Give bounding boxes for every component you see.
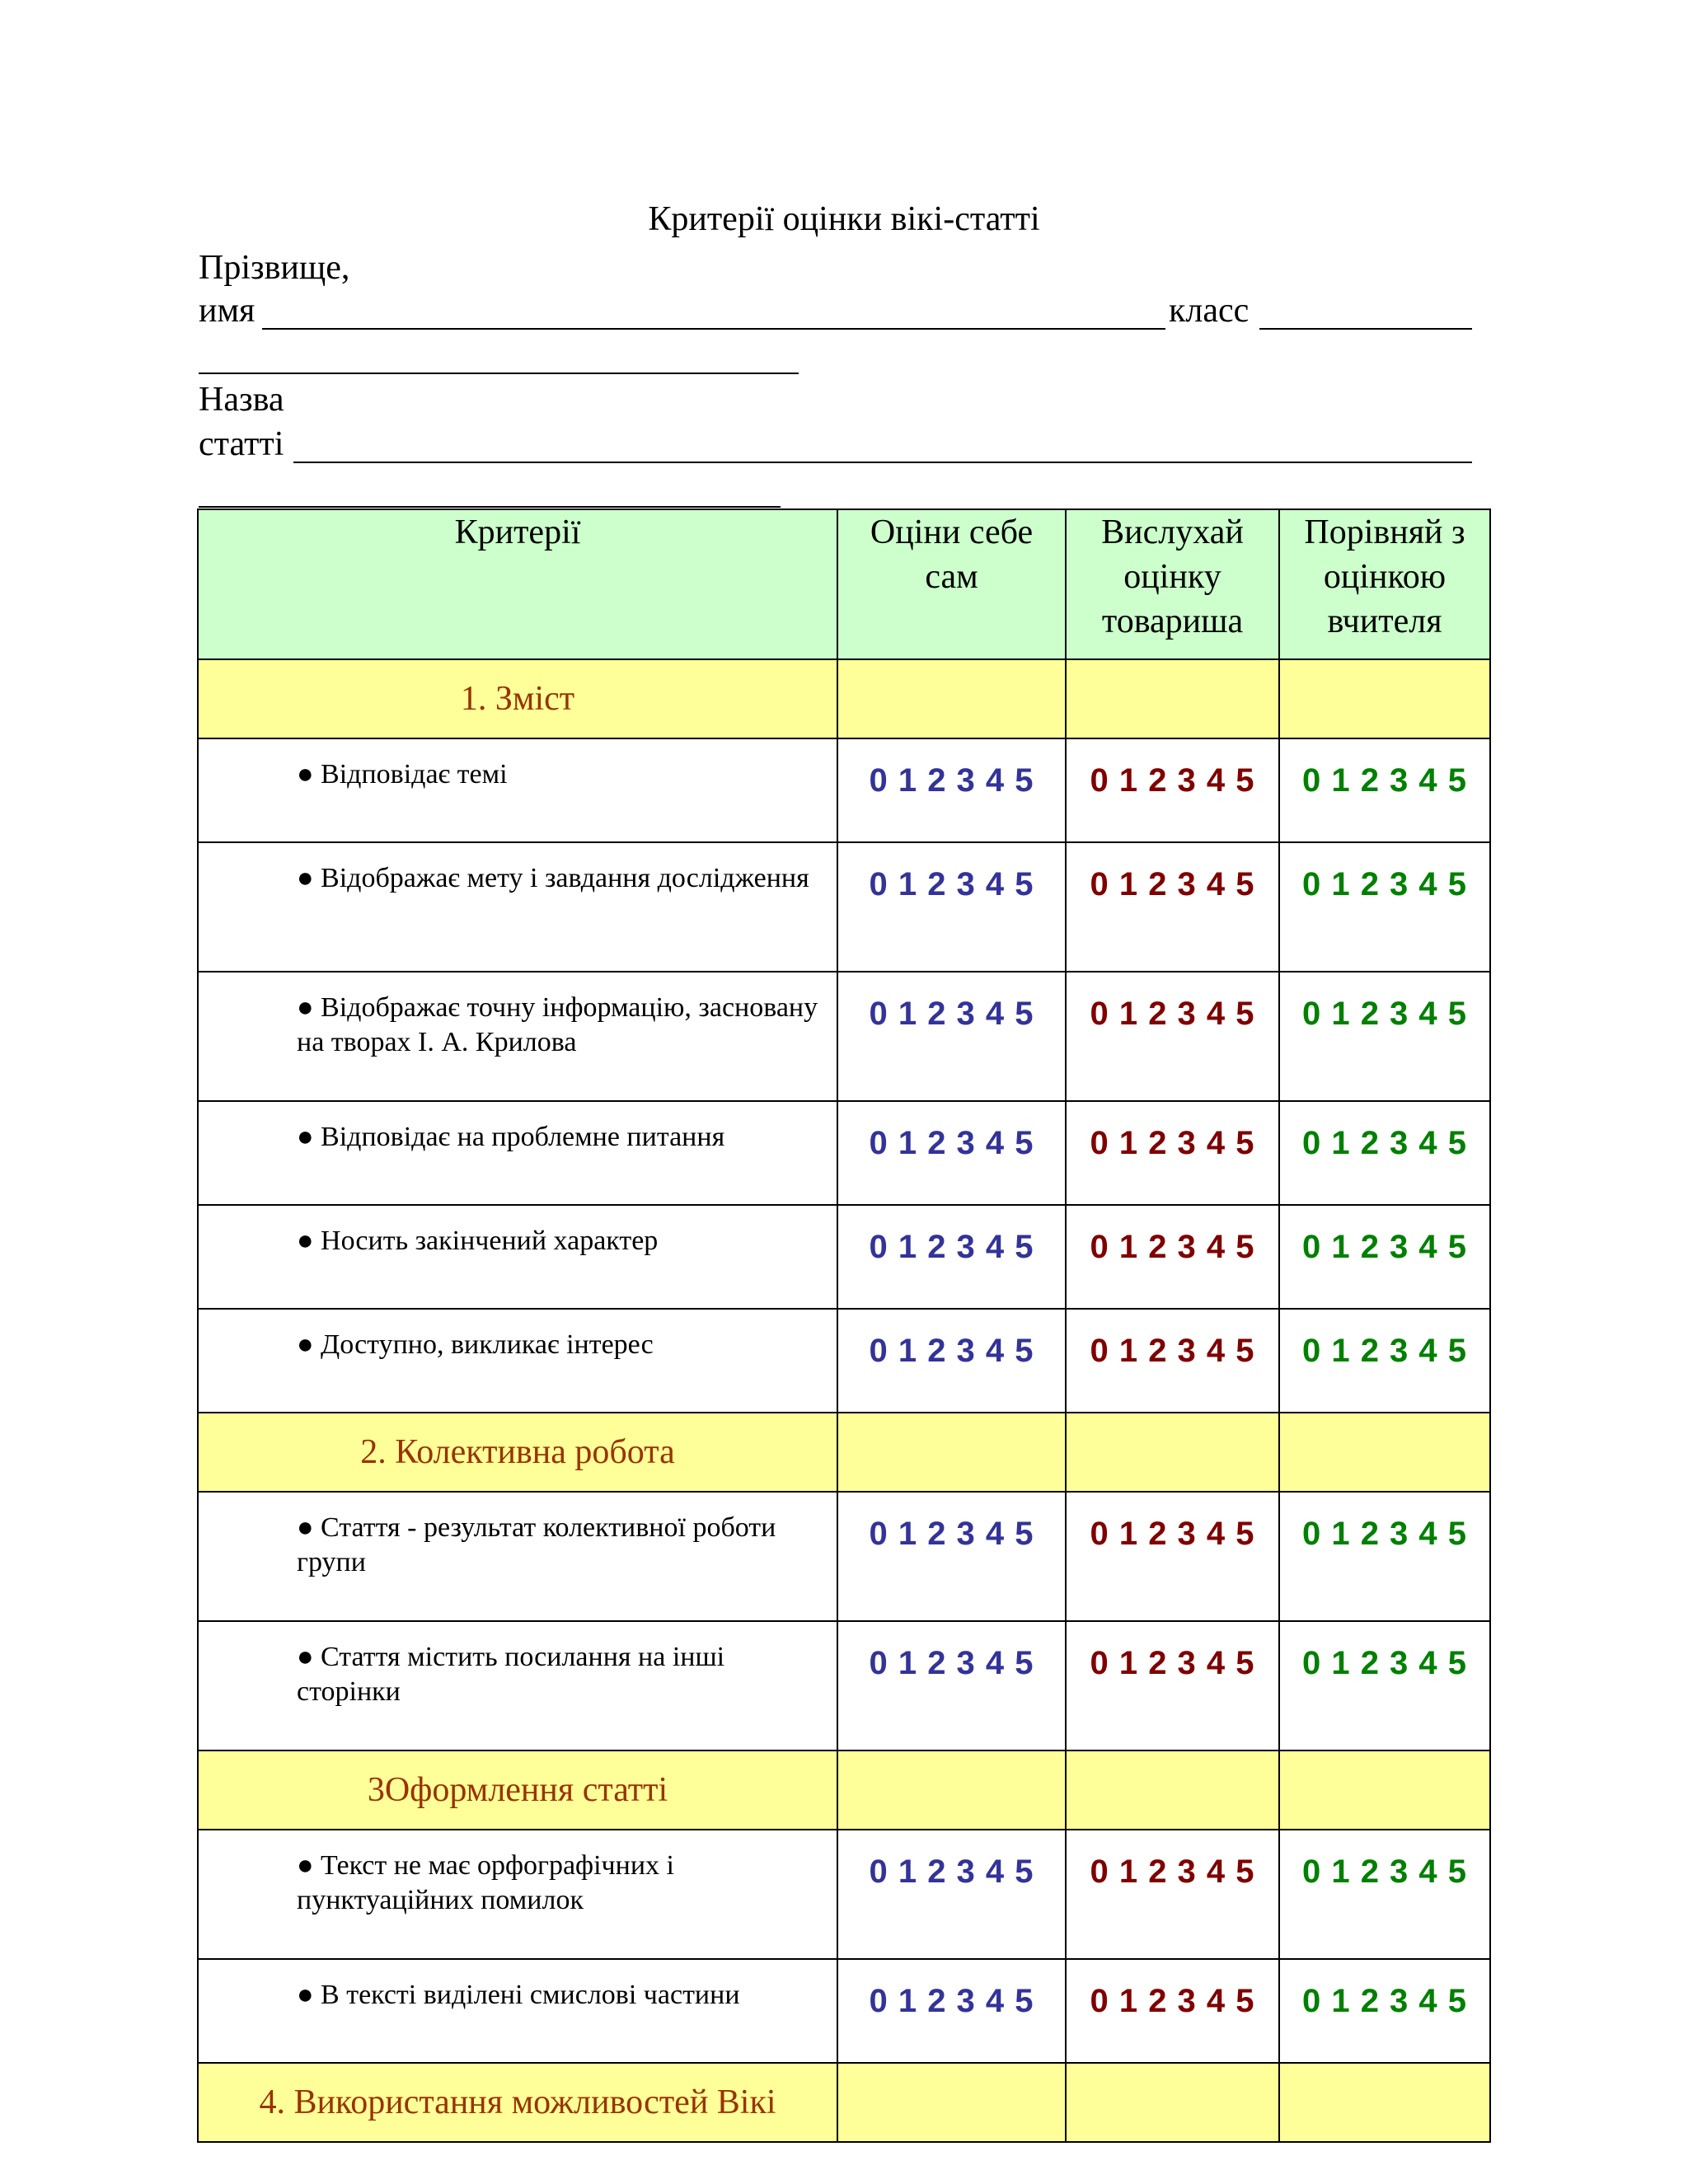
score-self[interactable]: 0 1 2 3 4 5 [837,1101,1066,1205]
section-title: 3Оформлення статті [198,1750,837,1830]
score-peer[interactable]: 0 1 2 3 4 5 [1066,972,1279,1101]
class-field[interactable] [1259,328,1472,330]
section-empty-peer [1066,2063,1279,2142]
class-label: класс [1169,292,1250,330]
name-label: имя [199,292,256,330]
score-teacher[interactable]: 0 1 2 3 4 5 [1279,972,1490,1101]
section-empty-teacher [1279,2063,1490,2142]
criterion-text: ● Доступно, викликає інтерес [198,1309,837,1413]
score-peer[interactable]: 0 1 2 3 4 5 [1066,1309,1279,1413]
section-empty-teacher [1279,1413,1490,1492]
criterion-text: ● Стаття - результат колективної роботи групи [198,1492,837,1621]
section-empty-self [837,2063,1066,2142]
header-peer: Вислухай оцінку товариша [1066,509,1279,659]
criterion-row [198,842,1490,972]
criterion-row [198,1205,1490,1309]
criterion-row [198,972,1490,1101]
score-self[interactable]: 0 1 2 3 4 5 [837,1959,1066,2063]
header-criteria: Критерії [198,509,837,659]
section-row [198,2063,1490,2142]
header-row [198,509,1490,659]
criterion-row [198,1621,1490,1750]
score-self[interactable]: 0 1 2 3 4 5 [837,972,1066,1101]
score-peer[interactable]: 0 1 2 3 4 5 [1066,1621,1279,1750]
section-row [198,1413,1490,1492]
score-teacher[interactable]: 0 1 2 3 4 5 [1279,1830,1490,1959]
header-self: Оціни себе сам [837,509,1066,659]
score-teacher[interactable]: 0 1 2 3 4 5 [1279,842,1490,972]
criteria-table [197,509,1491,2143]
score-peer[interactable]: 0 1 2 3 4 5 [1066,1101,1279,1205]
section-empty-peer [1066,1413,1279,1492]
criterion-text: ● Відповідає на проблемне питання [198,1101,837,1205]
score-peer[interactable]: 0 1 2 3 4 5 [1066,738,1279,842]
criterion-text: ● Стаття містить посилання на інші сторінки [198,1621,837,1750]
criterion-row [198,1309,1490,1413]
surname-label: Прізвище, [199,249,350,287]
score-peer[interactable]: 0 1 2 3 4 5 [1066,1830,1279,1959]
score-teacher[interactable]: 0 1 2 3 4 5 [1279,1101,1490,1205]
section-row [198,1750,1490,1830]
score-teacher[interactable]: 0 1 2 3 4 5 [1279,1492,1490,1621]
section-empty-self [837,1750,1066,1830]
criterion-text: ● Відповідає темі [198,738,837,842]
criterion-text: ● Відображає точну інформацію, засновану на творах І. А. Крилова [198,972,837,1101]
name-field[interactable] [262,328,1165,330]
section-title: 2. Колективна робота [198,1413,837,1492]
score-self[interactable]: 0 1 2 3 4 5 [837,1621,1066,1750]
article-label-2: статті [199,425,284,463]
score-self[interactable]: 0 1 2 3 4 5 [837,1205,1066,1309]
header-teacher: Порівняй з оцінкою вчителя [1279,509,1490,659]
criterion-text: ● Відображає мету і завдання дослідження [198,842,837,972]
score-self[interactable]: 0 1 2 3 4 5 [837,1492,1066,1621]
score-peer[interactable]: 0 1 2 3 4 5 [1066,1492,1279,1621]
section-row [198,659,1490,738]
score-self[interactable]: 0 1 2 3 4 5 [837,1309,1066,1413]
score-teacher[interactable]: 0 1 2 3 4 5 [1279,1309,1490,1413]
name-field-continuation[interactable] [199,373,799,374]
criterion-text: ● Носить закінчений характер [198,1205,837,1309]
article-label-1: Назва [199,381,284,419]
criterion-text: ● В тексті виділені смислові частини [198,1959,837,2063]
score-self[interactable]: 0 1 2 3 4 5 [837,842,1066,972]
section-title: 4. Використання можливостей Вікі [198,2063,837,2142]
score-teacher[interactable]: 0 1 2 3 4 5 [1279,1205,1490,1309]
section-empty-peer [1066,659,1279,738]
criterion-row [198,1830,1490,1959]
score-peer[interactable]: 0 1 2 3 4 5 [1066,1205,1279,1309]
score-teacher[interactable]: 0 1 2 3 4 5 [1279,1959,1490,2063]
section-empty-self [837,1413,1066,1492]
section-empty-teacher [1279,1750,1490,1830]
section-empty-self [837,659,1066,738]
criterion-row [198,738,1490,842]
article-title-field[interactable] [293,462,1472,463]
score-teacher[interactable]: 0 1 2 3 4 5 [1279,1621,1490,1750]
score-self[interactable]: 0 1 2 3 4 5 [837,738,1066,842]
section-empty-peer [1066,1750,1279,1830]
criterion-row [198,1492,1490,1621]
score-peer[interactable]: 0 1 2 3 4 5 [1066,1959,1279,2063]
score-peer[interactable]: 0 1 2 3 4 5 [1066,842,1279,972]
score-self[interactable]: 0 1 2 3 4 5 [837,1830,1066,1959]
section-empty-teacher [1279,659,1490,738]
article-title-continuation[interactable] [199,506,781,508]
criterion-row [198,1101,1490,1205]
score-teacher[interactable]: 0 1 2 3 4 5 [1279,738,1490,842]
criterion-row [198,1959,1490,2063]
section-title: 1. Зміст [198,659,837,738]
document-title: Критерії оцінки вікі-статті [648,200,1040,238]
criterion-text: ● Текст не має орфографічних і пунктуаційних помилок [198,1830,837,1959]
